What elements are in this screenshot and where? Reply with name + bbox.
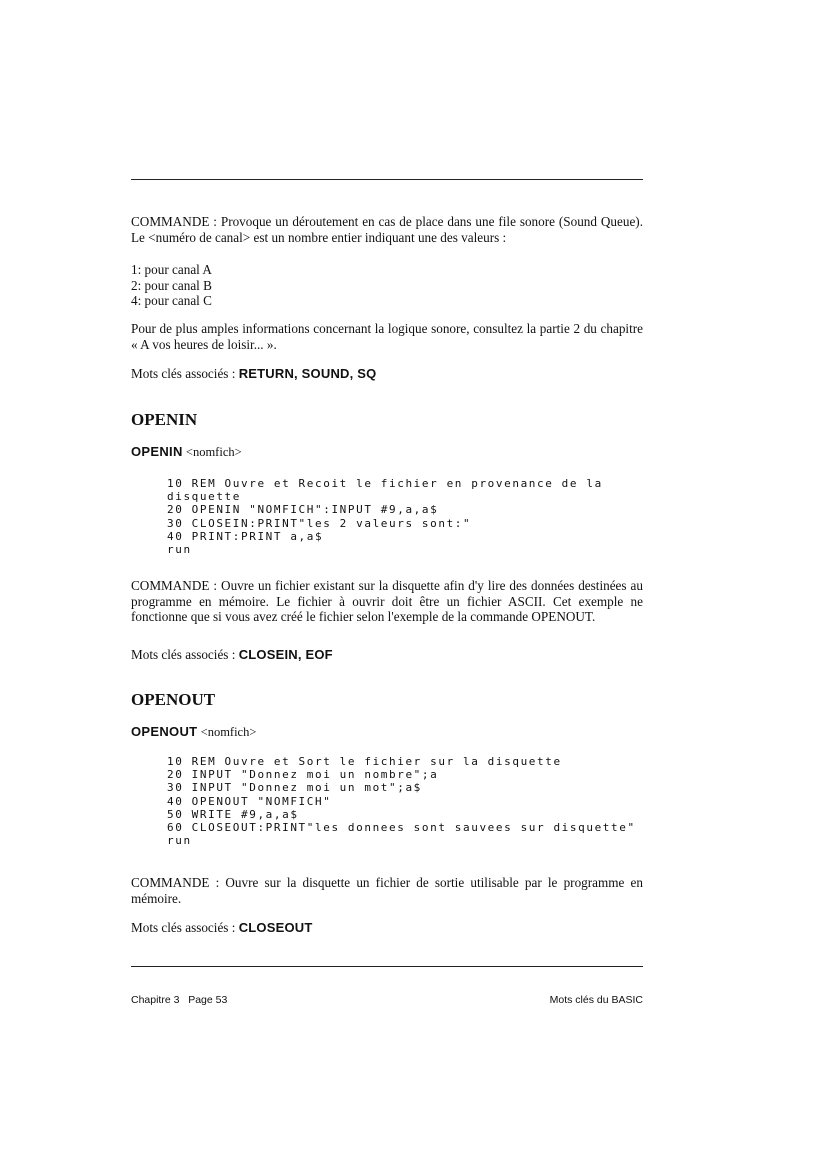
code-line: 40 PRINT:PRINT a,a$ [167,529,324,543]
openin-keywords [131,647,643,663]
openin-heading: OPENIN [131,410,198,429]
code-line: 30 INPUT "Donnez moi un mot";a$ [167,781,422,795]
footer-left: Chapitre 3 Page 53 [131,994,228,1006]
sq-commande-text: COMMANDE : Provoque un déroutement en cas de place dans une file sonore (Sound Queue). Le <numéro de canal> est un nombre entier indiquant une des valeurs : [131,214,643,245]
openin-code-listing [167,477,603,556]
top-rule [131,179,643,180]
openout-keywords [131,920,643,936]
openout-commande-text: COMMANDE : Ouvre sur la disquette un fichier de sortie utilisable par le programme en mémoire. [131,875,643,906]
openout-syntax-arg: <nomfich> [200,725,257,739]
channel-list [131,262,643,309]
keywords-label: Mots clés associés : [131,920,236,935]
sound-more-info: Pour de plus amples informations concernant la logique sonore, consultez la partie 2 du chapitre « A vos heures de loisir... ». [131,321,643,352]
openout-heading: OPENOUT [131,690,216,709]
channel-item-b: 2: pour canal B [131,277,212,293]
keywords-label: Mots clés associés : [131,366,236,381]
code-line: 60 CLOSEOUT:PRINT"les donnees sont sauvees sur disquette" [167,821,636,835]
code-line: 40 OPENOUT "NOMFICH" [167,794,332,808]
openin-syntax-keyword: OPENIN [131,444,183,459]
code-line: 30 CLOSEIN:PRINT"les 2 valeurs sont:" [167,516,472,530]
code-line: 20 INPUT "Donnez moi un nombre";a [167,768,439,782]
code-line: 50 WRITE #9,a,a$ [167,807,299,821]
code-line: 10 REM Ouvre et Sort le fichier sur la disquette [167,755,562,768]
keywords-list: CLOSEIN, EOF [238,647,333,662]
bottom-rule [131,966,643,967]
openout-code-listing [167,755,636,847]
openin-commande-text: COMMANDE : Ouvre un fichier existant sur la disquette afin d'y lire des données destinées au programme en mémoire. Le fichier à ouvrir doit être un fichier ASCII. Cet exemple ne fonctionne que si vous avez créé le fichier selon l'exemple de la commande OPENOUT. [131,578,643,624]
openout-syntax-keyword: OPENOUT [131,724,198,739]
keywords-list: CLOSEOUT [238,920,313,935]
channel-item-a: 1: pour canal A [131,262,212,277]
openin-syntax [131,444,242,460]
code-line: 20 OPENIN "NOMFICH":INPUT #9,a,a$ [167,503,439,517]
code-line: 10 REM Ouvre et Recoit le fichier en provenance de la [167,477,603,490]
keywords-label: Mots clés associés : [131,647,236,662]
keywords-list: RETURN, SOUND, SQ [238,366,377,381]
code-line: run [167,543,192,557]
code-line: disquette [167,490,242,504]
openin-syntax-arg: <nomfich> [185,445,242,459]
channel-item-c: 4: pour canal C [131,293,212,308]
openout-syntax [131,724,256,740]
code-line: run [167,834,192,848]
footer-right: Mots clés du BASIC [549,994,643,1006]
sq-keywords [131,366,643,382]
